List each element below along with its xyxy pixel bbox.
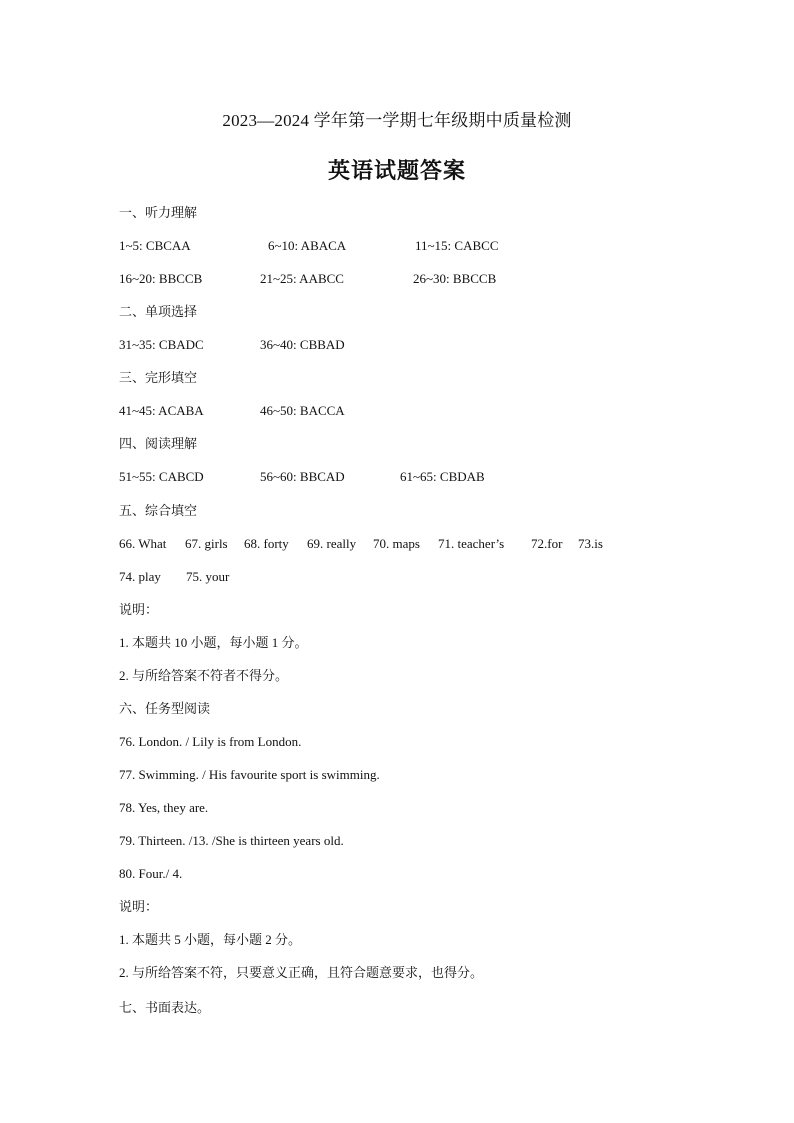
answer-item: 74. play (119, 569, 161, 584)
section-heading-comprehensive: 五、综合填空 (119, 503, 198, 518)
answer-item: 66. What (119, 536, 167, 551)
section-heading-writing: 七、书面表达。 (119, 1000, 211, 1015)
note-item: 2. 与所给答案不符者不得分。 (119, 668, 289, 683)
answer-group: 46~50: BACCA (260, 403, 345, 418)
answer-group: 21~25: AABCC (260, 271, 344, 286)
answer-group: 61~65: CBDAB (400, 469, 485, 484)
section-heading-task-reading: 六、任务型阅读 (119, 701, 211, 716)
answer-line: 78. Yes, they are. (119, 800, 209, 815)
answer-item: 72.for (531, 536, 563, 551)
section-heading-cloze: 三、完形填空 (119, 370, 198, 385)
answer-line: 77. Swimming. / His favourite sport is swimming. (119, 767, 380, 782)
note-item: 1. 本题共 10 小题，每小题 1 分。 (119, 635, 308, 650)
answer-group: 1~5: CBCAA (119, 238, 191, 253)
page-title: 2023—2024 学年第一学期七年级期中质量检测 (222, 111, 572, 130)
answer-group: 31~35: CBADC (119, 337, 204, 352)
note-label: 说明： (119, 602, 159, 617)
answer-group: 11~15: CABCC (415, 238, 499, 253)
answer-item: 71. teacher’s (438, 536, 505, 551)
note-item: 2. 与所给答案不符，只要意义正确，且符合题意要求，也得分。 (119, 965, 484, 980)
answer-item: 75. your (186, 569, 230, 584)
answer-item: 69. really (307, 536, 357, 551)
section-heading-single-choice: 二、单项选择 (119, 304, 198, 319)
answer-line: 80. Four./ 4. (119, 866, 183, 881)
answer-group: 16~20: BBCCB (119, 271, 203, 286)
note-item: 1. 本题共 5 小题，每小题 2 分。 (119, 932, 302, 947)
answer-item: 67. girls (185, 536, 228, 551)
answer-line: 76. London. / Lily is from London. (119, 734, 302, 749)
answer-group: 56~60: BBCAD (260, 469, 345, 484)
answer-item: 70. maps (373, 536, 420, 551)
note-label: 说明： (119, 899, 159, 914)
answer-group: 26~30: BBCCB (413, 271, 497, 286)
section-heading-reading: 四、阅读理解 (119, 436, 198, 451)
answer-group: 36~40: CBBAD (260, 337, 345, 352)
answer-line: 79. Thirteen. /13. /She is thirteen years old. (119, 833, 344, 848)
answer-item: 68. forty (244, 536, 289, 551)
page-subtitle: 英语试题答案 (327, 158, 466, 183)
section-heading-listening: 一、听力理解 (119, 205, 198, 220)
answer-group: 6~10: ABACA (268, 238, 347, 253)
answer-group: 51~55: CABCD (119, 469, 204, 484)
answer-item: 73.is (578, 536, 603, 551)
answer-group: 41~45: ACABA (119, 403, 204, 418)
